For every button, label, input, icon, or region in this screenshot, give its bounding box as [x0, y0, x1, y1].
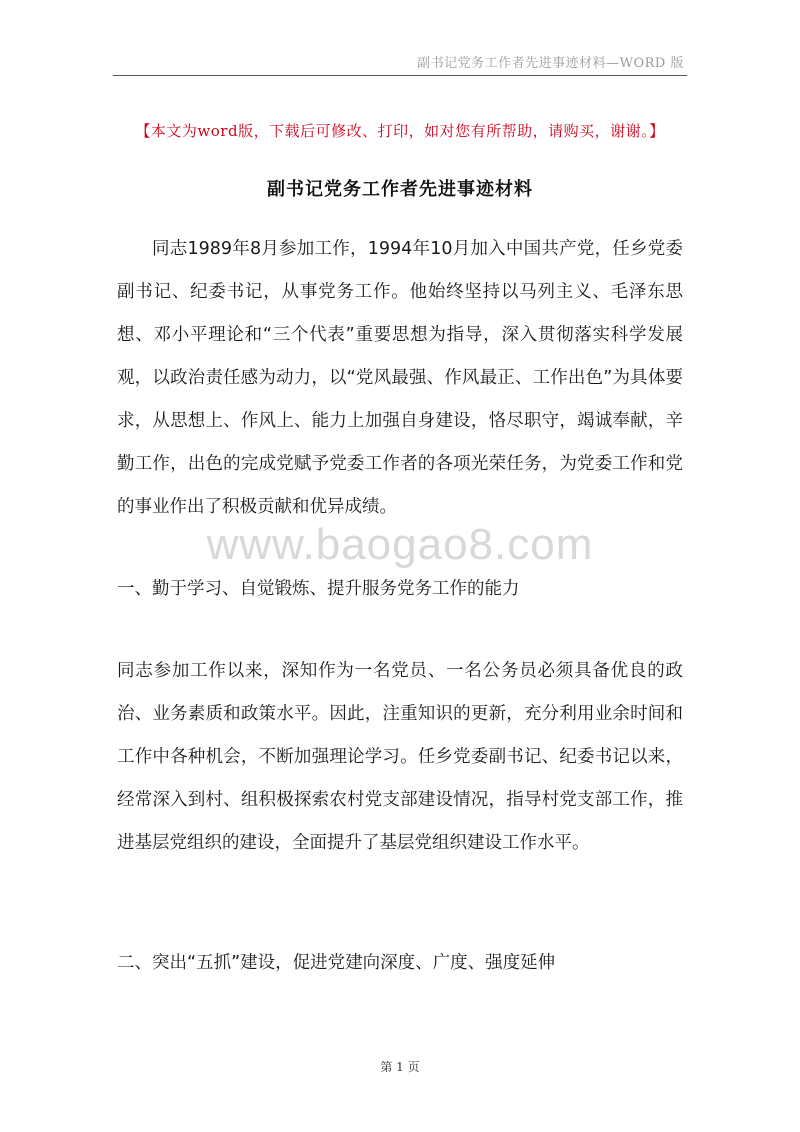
section-heading-2: 二、突出“五抓”建设，促进党建向深度、广度、强度延伸 — [117, 953, 556, 973]
body-paragraph: 同志参加工作以来，深知作为一名党员、一名公务员必须具备优良的政治、业务素质和政策水平。因此，注重知识的更新，充分利用业余时间和工作中各种机会，不断加强理论学习。任乡党委副书记、纪委书记以来，经常深入到村、组积极探索农村党支部建设情况，指导村党支部工作，推进基层党组织的建设，全面提升了基层党组织建设工作水平。 — [117, 661, 683, 853]
watermark: www.baogao8.com — [206, 520, 594, 569]
purchase-notice: 【本文为word版，下载后可修改、打印，如对您有所帮助，请购买，谢谢。】 — [135, 122, 665, 140]
running-header: 副书记党务工作者先进事迹材料—WORD 版 — [417, 56, 684, 71]
header-divider — [113, 75, 687, 76]
section-heading-1: 一、勤于学习、自觉锻炼、提升服务党务工作的能力 — [117, 579, 520, 599]
body-paragraph: 同志1989年8月参加工作，1994年10月加入中国共产党，任乡党委副书记、纪委书记，从事党务工作。他始终坚持以马列主义、毛泽东思想、邓小平理论和“三个代表”重要思想为指导，深入贯彻落实科学发展观，以政治责任感为动力，以“党风最强、作风最正、工作出色”为具体要求，从思想上、作风上、能力上加强自身建设，恪尽职守，竭诚奉献，辛勤工作，出色的完成党赋予党委工作者的各项光荣任务，为党委工作和党的事业作出了积极贡献和优异成绩。 — [117, 239, 683, 517]
document-title: 副书记党务工作者先进事迹材料 — [267, 179, 533, 200]
page-number: 第 1 页 — [380, 1060, 420, 1074]
